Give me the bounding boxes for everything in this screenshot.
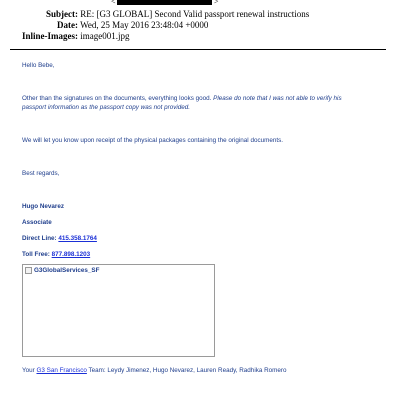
redaction-open-angle: < bbox=[111, 0, 116, 6]
direct-line-label: Direct Line: bbox=[22, 235, 59, 242]
signature-name: Hugo Nevarez bbox=[22, 203, 64, 210]
header-divider bbox=[10, 49, 386, 50]
date-row bbox=[10, 20, 208, 31]
paragraph-1 bbox=[22, 94, 367, 112]
direct-line-link[interactable]: 415.358.1764 bbox=[58, 235, 97, 242]
closing: Best regards, bbox=[22, 170, 60, 177]
inline-images-row bbox=[10, 31, 130, 42]
date-label: Date: bbox=[57, 20, 78, 30]
team-footer-link[interactable]: G3 San Francisco bbox=[36, 367, 87, 374]
paragraph-2: We will let you know upon receipt of the physical packages containing the original documents. bbox=[22, 137, 284, 144]
greeting: Hello Bebe, bbox=[22, 62, 55, 69]
team-footer bbox=[22, 366, 287, 375]
inline-images-value: image001.jpg bbox=[80, 31, 130, 41]
toll-free-label: Toll Free: bbox=[22, 251, 52, 258]
inline-images-label: Inline-Images: bbox=[22, 31, 78, 41]
date-value: Wed, 25 May 2016 23:48:04 +0000 bbox=[80, 20, 209, 30]
toll-free-link[interactable]: 877.898.1203 bbox=[51, 251, 91, 258]
redaction-bar bbox=[117, 0, 212, 5]
signature-title: Associate bbox=[22, 219, 52, 226]
subject-label: Subject: bbox=[46, 9, 78, 19]
paragraph-1-italic: Please do note that I was not able to verify his passport information as the passport copy was not provided. bbox=[22, 95, 342, 111]
team-footer-prefix: Your bbox=[22, 367, 37, 374]
broken-image-icon bbox=[25, 267, 32, 274]
paragraph-1-plain: Other than the signatures on the documents, everything looks good. bbox=[22, 95, 214, 102]
signature-image-placeholder bbox=[22, 264, 215, 357]
direct-line bbox=[22, 234, 97, 243]
signature-image-alt: G3GlobalServices_SF bbox=[34, 267, 100, 274]
toll-free bbox=[22, 250, 90, 259]
redaction-close-angle: > bbox=[214, 0, 219, 6]
subject-value: RE: [G3 GLOBAL] Second Valid passport renewal instructions bbox=[80, 9, 310, 19]
team-footer-suffix: Team: Leydy Jimenez, Hugo Nevarez, Lauren Ready, Radhika Romero bbox=[86, 367, 287, 374]
subject-row bbox=[10, 9, 309, 20]
